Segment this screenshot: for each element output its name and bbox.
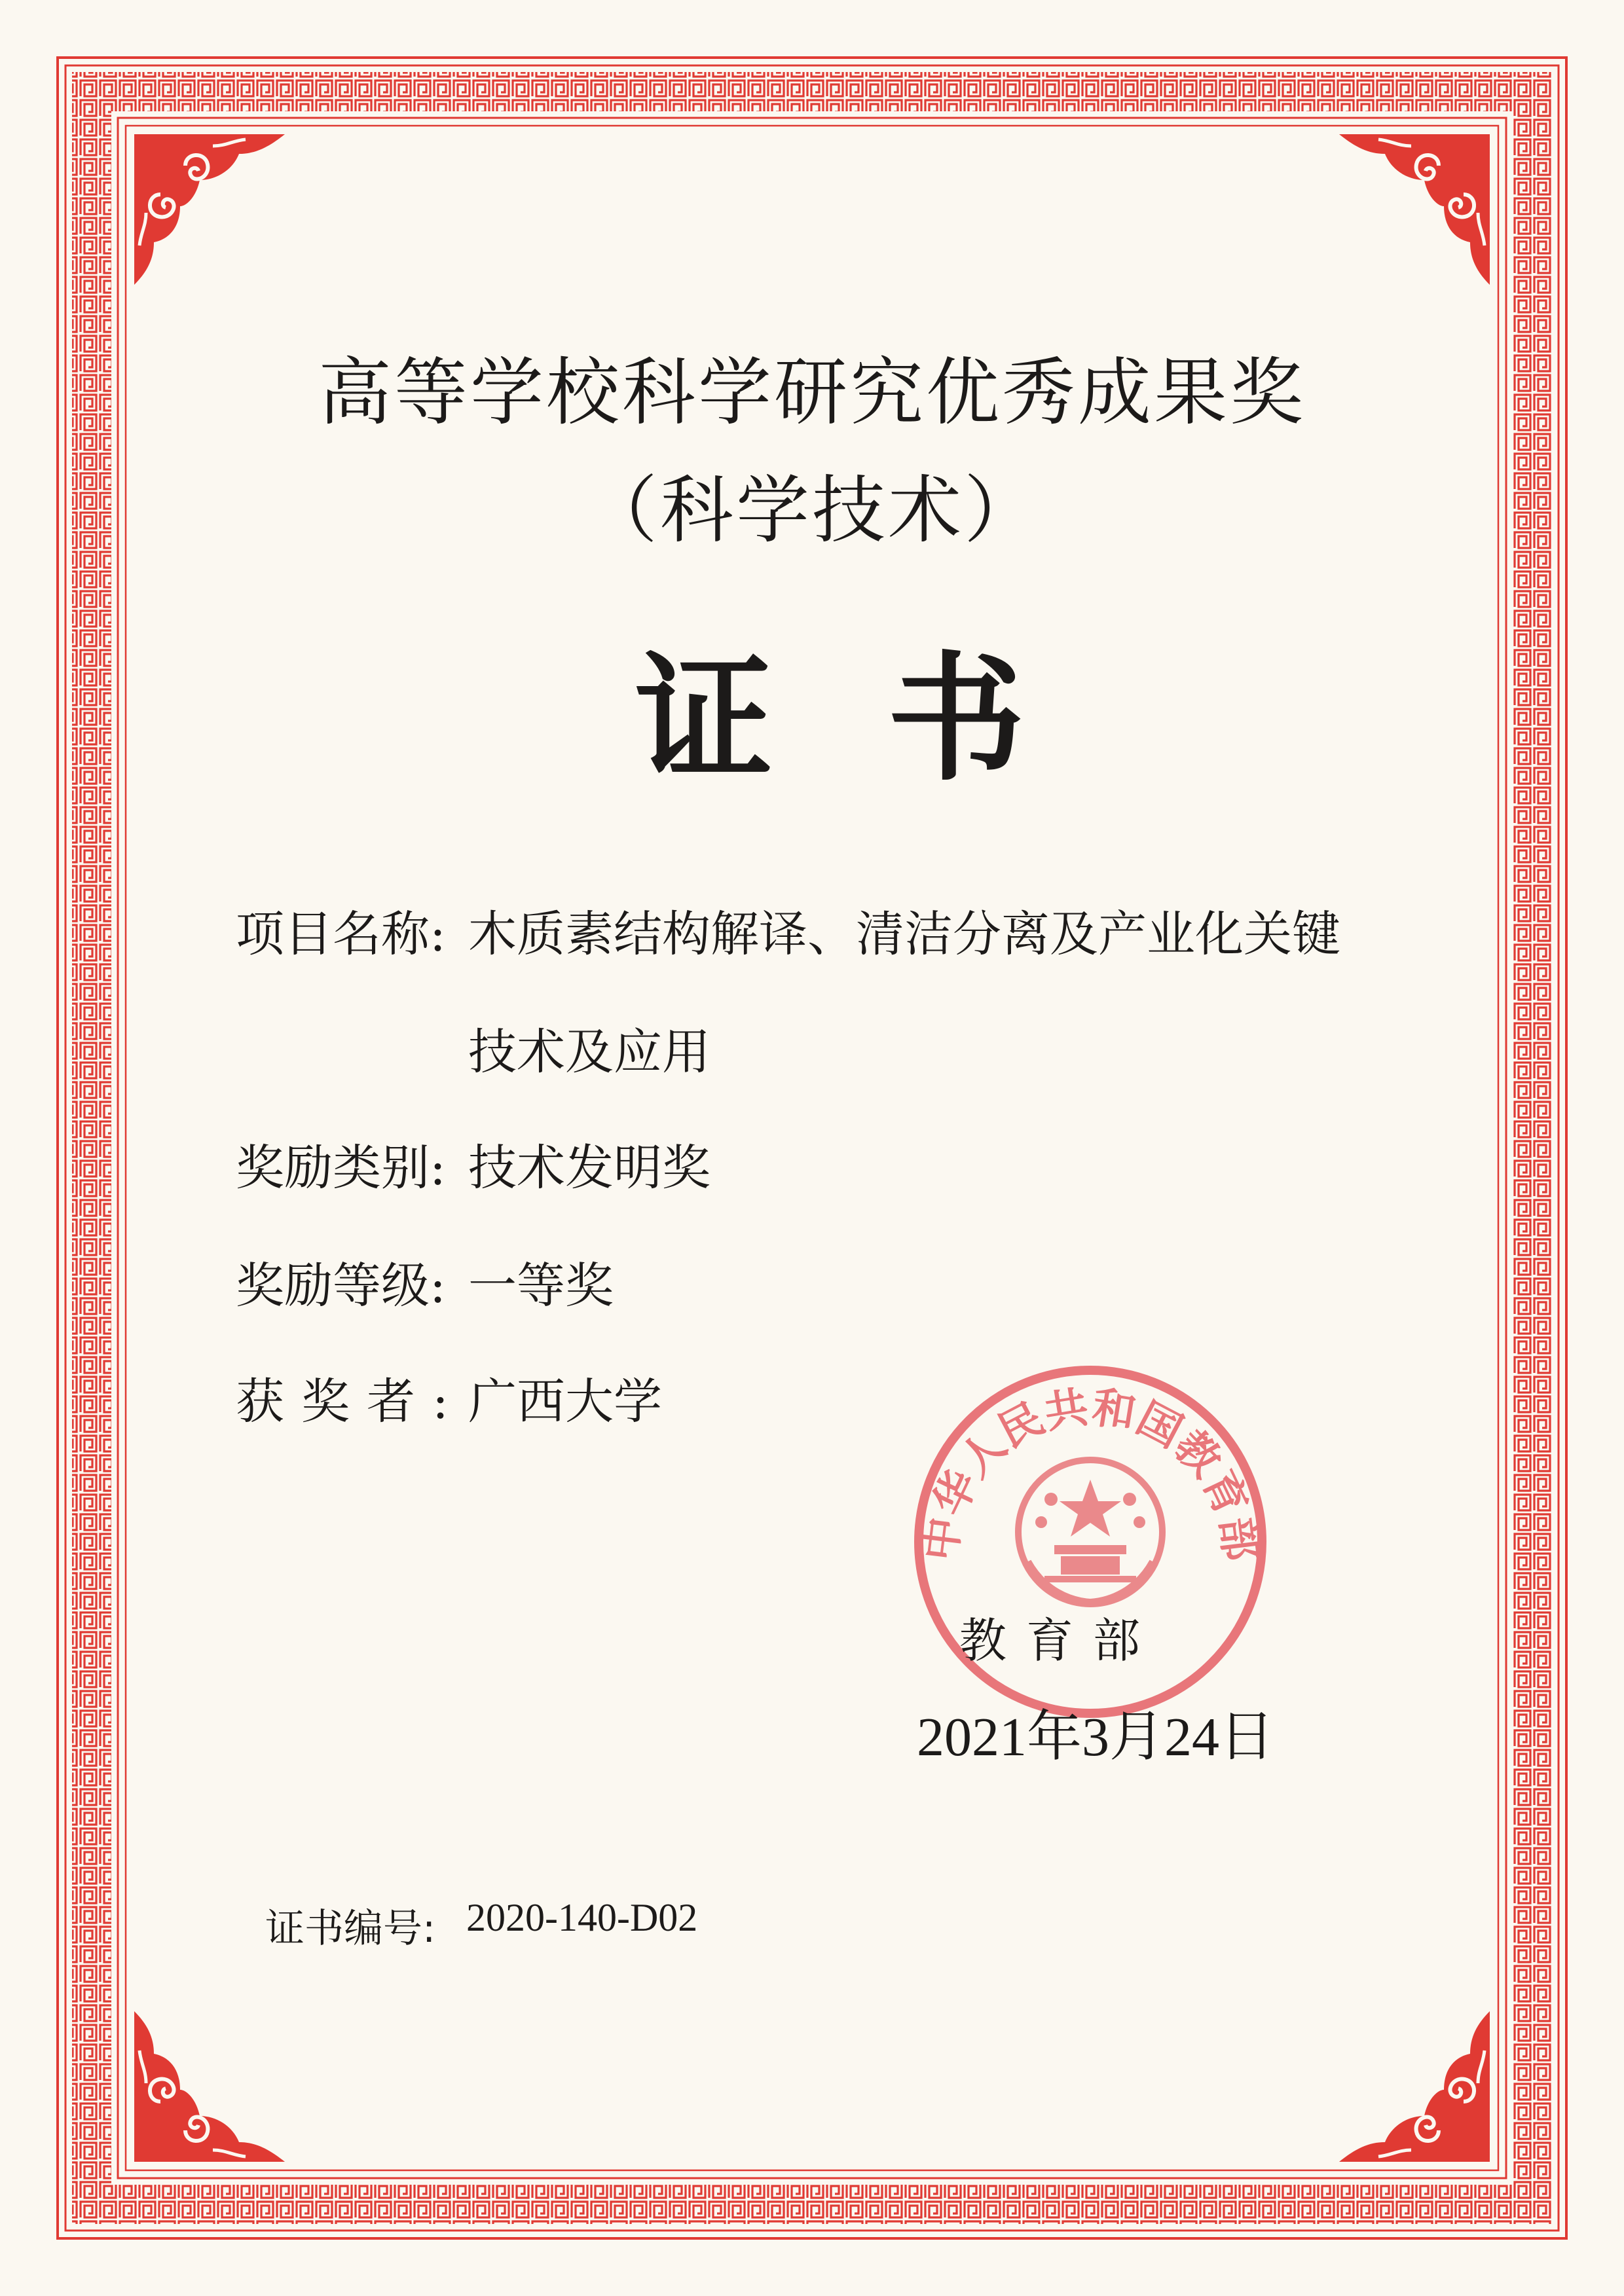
svg-text:中华人民共和国教育部 [915, 1381, 1266, 1563]
certificate-number-value: 2020-140-D02 [466, 1896, 698, 1939]
issue-date: 2021年3月24日 [917, 1707, 1275, 1768]
certificate-title-line2: （科学技术） [584, 468, 1040, 553]
certificate-title-line1: 高等学校科学研究优秀成果奖 [318, 350, 1306, 435]
project-name-label: 项目名称: [236, 906, 446, 962]
corner-ornament-bottom-right [1339, 2011, 1490, 2162]
project-name-value-line2: 技术及应用 [468, 1024, 710, 1080]
project-name-value-line1: 木质素结构解译、清洁分离及产业化关键 [468, 906, 1340, 962]
award-category-label: 奖励类别: [236, 1140, 446, 1196]
winner-value: 广西大学 [468, 1374, 662, 1430]
award-grade-value: 一等奖 [468, 1258, 614, 1314]
national-emblem-icon [1018, 1460, 1162, 1604]
seal-text: 中华人民共和国教育部 [914, 1381, 1266, 1564]
certificate-main-title: 证书 [635, 638, 1140, 799]
corner-ornament-bottom-left [134, 2011, 285, 2162]
award-category-value: 技术发明奖 [468, 1140, 710, 1196]
corner-ornament-top-right [1339, 134, 1490, 285]
corner-ornament-top-left [134, 134, 285, 285]
winner-label: 获奖者: [236, 1374, 466, 1430]
issuer-name: 教育部 [959, 1613, 1160, 1668]
certificate-number-label: 证书编号: [265, 1906, 436, 1952]
award-grade-label: 奖励等级: [236, 1258, 446, 1314]
